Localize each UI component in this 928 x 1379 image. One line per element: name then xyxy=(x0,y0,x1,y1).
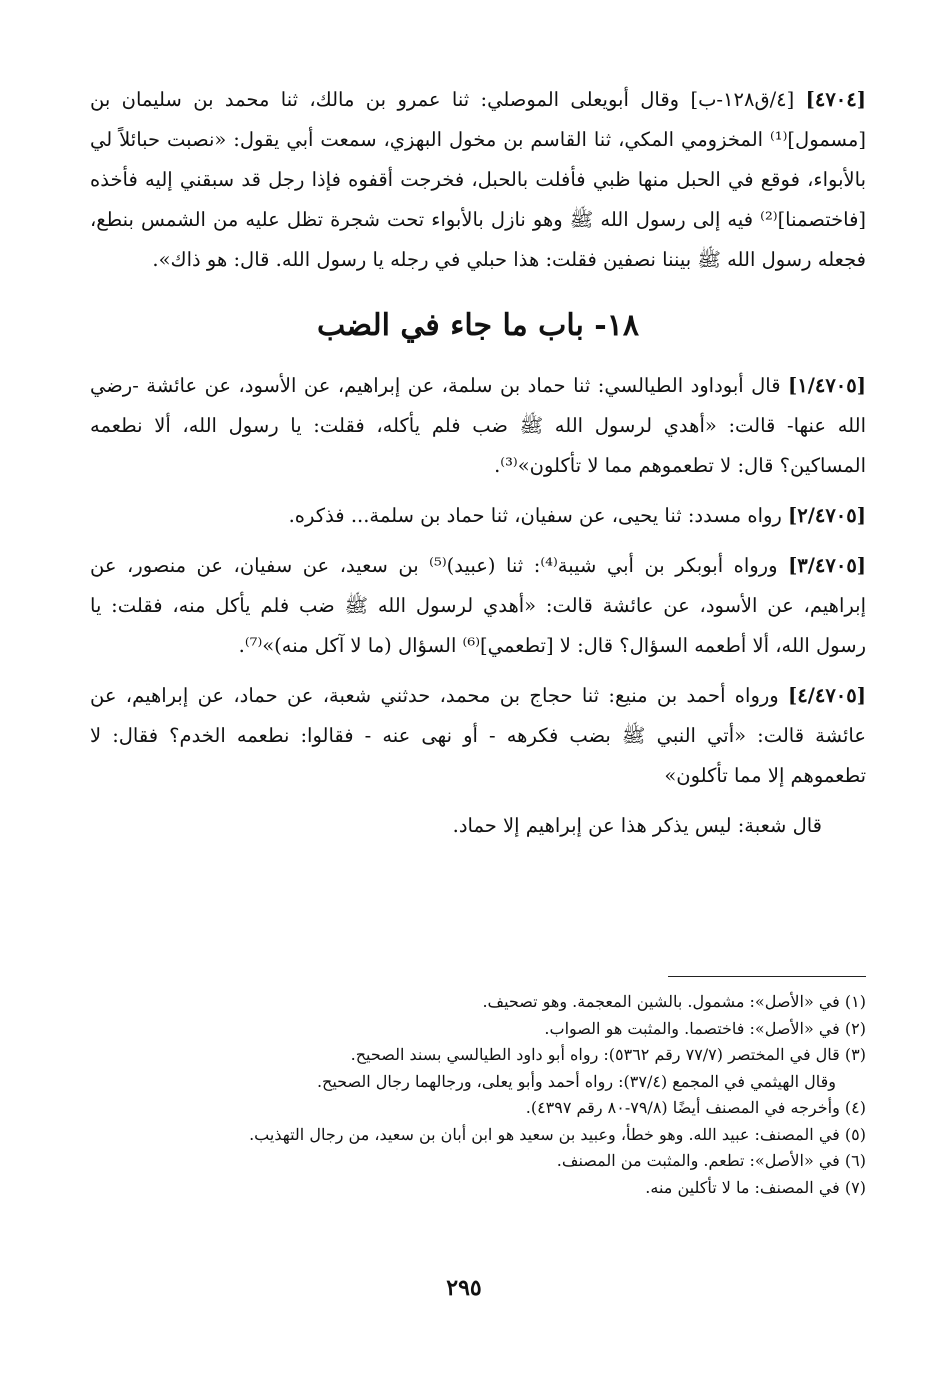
hadith-text: رواه مسدد: ثنا يحيى، عن سفيان، ثنا حماد بن سلمة... فذكره. xyxy=(288,504,782,527)
footnote-divider xyxy=(668,976,866,977)
hadith-text: ورواه أحمد بن منيع: ثنا حجاج بن محمد، حدثني شعبة، عن حماد، عن إبراهيم، عن عائشة قالت: «أتي النبي ﷺ بضب فكرهه - أو نهى عنه - فقالوا: نطعمه الخدم؟ فقال: لا تطعموهم إلا مما تأكلون» xyxy=(90,684,866,787)
hadith-text: قال أبوداود الطيالسي: ثنا حماد بن سلمة، عن إبراهيم، عن الأسود، عن عائشة -رضي الله عنها- قالت: «أهدي لرسول الله ﷺ ضب فلم يأكله، فقلت: يا رسول الله، ألا نطعمه المساكين؟ قال: لا تطعموهم مما لا تأكلون»⁽³⁾. xyxy=(90,374,866,477)
page-number: ٢٩٥ xyxy=(446,1275,482,1301)
shuba-note: قال شعبة: ليس يذكر هذا عن إبراهيم إلا حماد. xyxy=(452,814,822,837)
hadith-ref: [٣/٤٧٠٥] xyxy=(788,554,867,577)
main-text xyxy=(90,80,866,856)
hadith-text: [٤/ق١٢٨-ب] وقال أبويعلى الموصلي: ثنا عمرو بن مالك، ثنا محمد بن سليمان بن [مسمول]⁽¹⁾ المخزومي المكي، ثنا القاسم بن مخول البهزي، سمعت أبي يقول: «نصبت حبائلاً لي بالأبواء، فوقع في الحبل منها ظبي فأفلت بالحبل، فخرجت أقفوه فإذا رجل قد سبقني إليه فأخذه [فاختصمنا]⁽²⁾ فيه إلى رسول الله ﷺ وهو نازل بالأبواء تحت شجرة تظل عليه من الشمس بنطع، فجعله رسول الله ﷺ بيننا نصفين فقلت: هذا حبلي في رجله يا رسول الله. قال: هو ذاك». xyxy=(90,88,866,271)
hadith-text: ورواه أبوبكر بن أبي شيبة⁽⁴⁾: ثنا (عبيد)⁽⁵⁾ بن سعيد، عن سفيان، عن منصور، عن إبراهيم، عن الأسود، عن عائشة قالت: «أهدي لرسول الله ﷺ ضب فلم يأكل منه، فقلت: يا رسول الله، ألا أطعمه السؤال؟ قال: لا [تطعمي]⁽⁶⁾ السؤال (ما لا آكل منه)»⁽⁷⁾. xyxy=(90,554,866,657)
hadith-entry-4704 xyxy=(90,80,866,280)
hadith-ref: [١/٤٧٠٥] xyxy=(788,374,866,397)
footnote-6: (٦) في «الأصل»: تطعم. والمثبت من المصنف. xyxy=(556,1151,866,1170)
footnote-5: (٥) في المصنف: عبيد الله. وهو خطأ، وعبيد بن سعيد هو ابن أبان بن سعيد، من رجال التهذيب. xyxy=(249,1124,866,1144)
hadith-ref: [٤٧٠٤] xyxy=(805,88,866,111)
hadith-entry-4705-3 xyxy=(90,546,866,666)
footnote-list xyxy=(60,989,866,1201)
hadith-ref: [٢/٤٧٠٥] xyxy=(788,504,866,527)
footnote-4: (٤) وأخرجه في المصنف أيضًا (٧٩/٨-٨٠ رقم ٤٣٩٧). xyxy=(525,1098,866,1117)
footnote-1: (١) في «الأصل»: مشمول. بالشين المعجمة. وهو تصحيف. xyxy=(482,992,866,1011)
chapter-heading: ١٨- باب ما جاء في الضب xyxy=(317,308,639,343)
hadith-entry-4705-1 xyxy=(90,366,866,486)
footnote-3-continued: وقال الهيثمي في المجمع (٣٧/٤): رواه أحمد وأبو يعلى، ورجالهما رجال الصحيح. xyxy=(316,1071,836,1091)
footnote-3: (٣) قال في المختصر (٧٧/٧ رقم ٥٣٦٢): رواه أبو داود الطيالسي بسند الصحيح. xyxy=(350,1045,866,1064)
hadith-ref: [٤/٤٧٠٥] xyxy=(788,684,866,707)
hadith-entry-4705-4 xyxy=(90,676,866,796)
footnotes xyxy=(60,976,866,1201)
footnote-2: (٢) في «الأصل»: فاختصما. والمثبت هو الصواب. xyxy=(544,1018,866,1038)
footnote-7: (٧) في المصنف: ما لا تأكلين منه. xyxy=(645,1177,866,1197)
hadith-entry-4705-2 xyxy=(90,496,866,536)
